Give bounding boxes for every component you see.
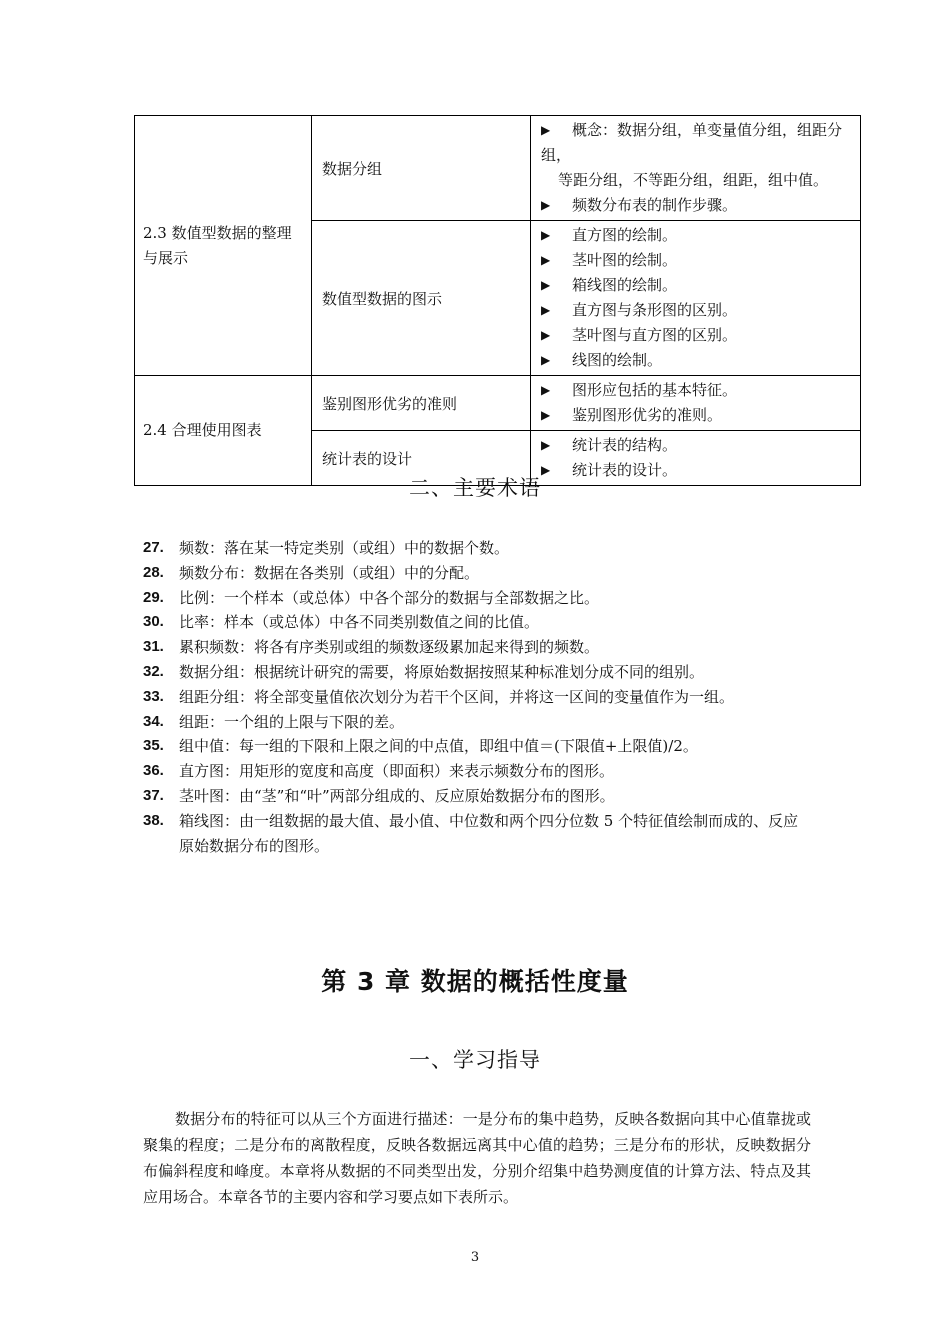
bullet-icon: ▶	[541, 253, 551, 267]
terms-list	[143, 536, 843, 858]
bullet-icon: ▶	[541, 198, 551, 212]
bullet-icon: ▶	[541, 303, 551, 317]
list-item: ▶ 鉴别图形优劣的准则。	[541, 403, 854, 428]
term-text: 比率：样本（或总体）中各不同类别数值之间的比值。	[179, 613, 540, 632]
list-item: ▶ 茎叶图的绘制。	[541, 248, 854, 273]
terms-heading: 二、主要术语	[409, 476, 541, 500]
term-number: 37.	[143, 786, 164, 804]
bullet-icon: ▶	[541, 383, 551, 397]
list-item: ▶ 箱线图的绘制。	[541, 273, 854, 298]
page-number: 3	[470, 1250, 480, 1265]
list-item	[143, 759, 843, 784]
bullet-icon: ▶	[541, 438, 551, 452]
list-item	[143, 586, 843, 611]
points-cell	[531, 376, 861, 431]
term-text: 直方图：用矩形的宽度和高度（即面积）来表示频数分布的图形。	[179, 762, 615, 781]
list-item	[143, 734, 843, 759]
term-text: 箱线图：由一组数据的最大值、最小值、中位数和两个四分位数 5 个特征值绘制而成的、反应原始数据分布的图形。	[179, 811, 799, 855]
list-item: ▶ 线图的绘制。	[541, 348, 854, 373]
term-text: 组中值：每一组的下限和上限之间的中点值，即组中值＝(下限值+上限值)/2。	[179, 737, 698, 756]
list-item	[143, 635, 843, 660]
list-item	[143, 710, 843, 735]
term-number: 38.	[143, 811, 164, 829]
list-item: ▶ 直方图的绘制。	[541, 223, 854, 248]
bullet-icon: ▶	[541, 353, 551, 367]
list-item: ▶ 直方图与条形图的区别。	[541, 298, 854, 323]
bullet-icon: ▶	[541, 408, 551, 422]
chapter-title: 第 3 章 数据的概括性度量	[321, 967, 629, 996]
list-item	[143, 610, 843, 635]
term-number: 29.	[143, 588, 164, 606]
term-text: 数据分组：根据统计研究的需要，将原始数据按照某种标准划分成不同的组别。	[179, 662, 705, 681]
topic-cell: 统计表的设计	[312, 431, 531, 486]
list-item	[143, 660, 843, 685]
bullet-icon: ▶	[541, 123, 551, 137]
term-number: 31.	[143, 638, 164, 656]
list-item: ▶ 频数分布表的制作步骤。	[541, 193, 854, 218]
term-number: 34.	[143, 712, 164, 730]
section-cell: 2.3 数值型数据的整理与展示	[135, 116, 312, 376]
term-number: 36.	[143, 762, 164, 780]
points-cell	[531, 116, 861, 221]
list-item: ▶ 茎叶图与直方图的区别。	[541, 323, 854, 348]
term-number: 30.	[143, 613, 164, 631]
term-number: 27.	[143, 539, 164, 556]
points-cell	[531, 221, 861, 376]
list-item	[143, 685, 843, 710]
term-text: 比例：一个样本（或总体）中各个部分的数据与全部数据之比。	[179, 588, 600, 607]
table-row	[135, 116, 861, 221]
bullet-icon: ▶	[541, 328, 551, 342]
term-text: 频数分布：数据在各类别（或组）中的分配。	[179, 563, 480, 582]
content-table	[134, 115, 861, 486]
term-text: 组距分组：将全部变量值依次划分为若干个区间，并将这一区间的变量值作为一组。	[179, 687, 735, 706]
term-text: 累积频数：将各有序类别或组的频数逐级累加起来得到的频数。	[179, 638, 600, 657]
term-number: 33.	[143, 687, 164, 705]
section-cell: 2.4 合理使用图表	[135, 376, 312, 486]
list-item: ▶ 概念：数据分组，单变量值分组，组距分组， 等距分组，不等距分组，组距，组中值。	[541, 118, 854, 193]
topic-cell: 数值型数据的图示	[312, 221, 531, 376]
term-number: 28.	[143, 563, 164, 581]
bullet-icon: ▶	[541, 278, 551, 292]
bullet-icon: ▶	[541, 463, 551, 477]
topic-cell: 数据分组	[312, 116, 531, 221]
bullet-icon: ▶	[541, 228, 551, 242]
term-number: 32.	[143, 662, 164, 680]
list-item	[143, 784, 843, 809]
table-row	[135, 376, 861, 431]
list-item	[143, 561, 843, 586]
guide-heading: 一、学习指导	[409, 1048, 541, 1072]
term-text: 茎叶图：由“茎”和“叶”两部分组成的、反应原始数据分布的图形。	[179, 786, 615, 805]
intro-paragraph: 数据分布的特征可以从三个方面进行描述：一是分布的集中趋势，反映各数据向其中心值靠拢或聚集的程度；二是分布的离散程度，反映各数据远离其中心值的趋势；三是分布的形状，反映数据分布偏斜程度和峰度。本章将从数据的不同类型出发，分别介绍集中趋势测度值的计算方法、特点及其应用场合。本章各节的主要内容和学习要点如下表所示。	[143, 1110, 811, 1206]
term-text: 组距：一个组的上限与下限的差。	[179, 712, 405, 731]
topic-cell: 鉴别图形优劣的准则	[312, 376, 531, 431]
list-item: ▶ 统计表的设计。	[541, 458, 854, 483]
term-number: 35.	[143, 737, 164, 755]
list-item	[143, 536, 843, 561]
list-item: ▶ 图形应包括的基本特征。	[541, 378, 854, 403]
list-item	[143, 809, 843, 859]
list-item: ▶ 统计表的结构。	[541, 433, 854, 458]
term-text: 频数：落在某一特定类别（或组）中的数据个数。	[179, 539, 510, 557]
